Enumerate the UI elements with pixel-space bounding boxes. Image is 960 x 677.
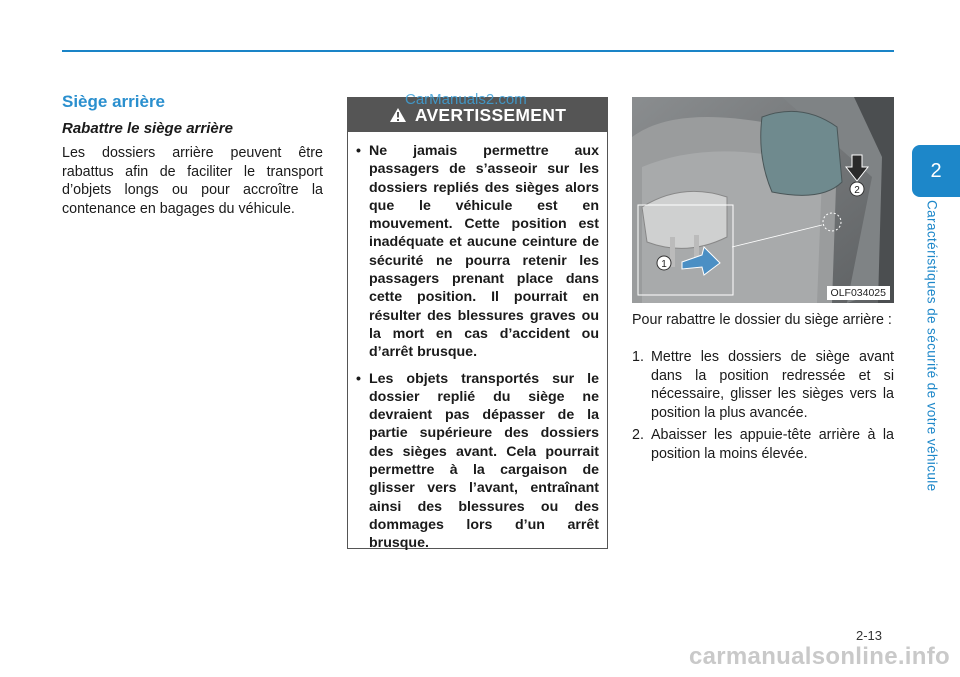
warning-list — [348, 132, 607, 553]
callout-1: 1 — [661, 259, 667, 270]
steps-intro: Pour rabattre le dossier du siège arrière : — [632, 312, 892, 328]
step-number: 2. — [632, 427, 644, 443]
chapter-tab[interactable] — [912, 145, 960, 197]
chapter-number: 2 — [930, 159, 942, 182]
top-watermark: CarManuals2.com — [405, 91, 527, 108]
warning-item-text: Les objets transportés sur le dossier replié du siège ne devraient pas dépasser de la partie supérieure des dossiers des sièges avant. Cela pourrait permettre à la cargaison de glisser vers l’avant, entraînant ainsi des blessures ou des dommages lors d’un arrêt brusque. — [369, 370, 599, 552]
warning-box — [347, 97, 608, 552]
top-rule — [62, 50, 894, 52]
step-text: Abaisser les appuie-tête arrière à la position la moins élevée. — [651, 427, 894, 462]
step-item — [632, 426, 894, 463]
chapter-title-vertical — [917, 200, 947, 505]
seat-illustration — [632, 97, 894, 303]
section-title: Siège arrière — [62, 92, 166, 111]
step-text: Mettre les dossiers de siège avant dans la position redressée et si nécessaire, glisser les sièges vers la position la plus avancée. — [651, 349, 894, 421]
warning-triangle-icon — [389, 107, 407, 123]
page-number: 2-13 — [856, 628, 883, 643]
step-number: 1. — [632, 349, 644, 365]
step-item — [632, 348, 894, 422]
warning-item-text: Ne jamais permettre aux passagers de s’asseoir sur les dossiers repliés des sièges alors que le véhicule est en mouvement. Cette position est inadéquate et aucune ceinture de sécurité ne pourra retenir les passagers prenant place dans cette position. Il pourrait en résulter des blessures graves ou la mort en cas d’accident ou d’arrêt brusque. — [369, 143, 599, 361]
callout-2: 2 — [854, 185, 860, 196]
section-subtitle: Rabattre le siège arrière — [62, 120, 233, 137]
chapter-title: Caractéristiques de sécurité de votre véhicule — [924, 200, 940, 492]
warning-title: AVERTISSEMENT — [414, 104, 567, 125]
bullet: • — [356, 143, 361, 159]
steps-list — [632, 348, 894, 467]
figure-code: OLF034025 — [827, 286, 890, 300]
bullet: • — [356, 370, 361, 387]
footer-watermark: carmanualsonline.info — [688, 643, 950, 670]
seat-drawing — [632, 97, 894, 303]
warning-item — [356, 370, 599, 553]
warning-item — [356, 142, 599, 362]
section-intro: Les dossiers arrière peuvent être rabattus afin de faciliter le transport d’objets longs ou pour accroître la contenance en bagages du véhicule. — [62, 145, 323, 217]
